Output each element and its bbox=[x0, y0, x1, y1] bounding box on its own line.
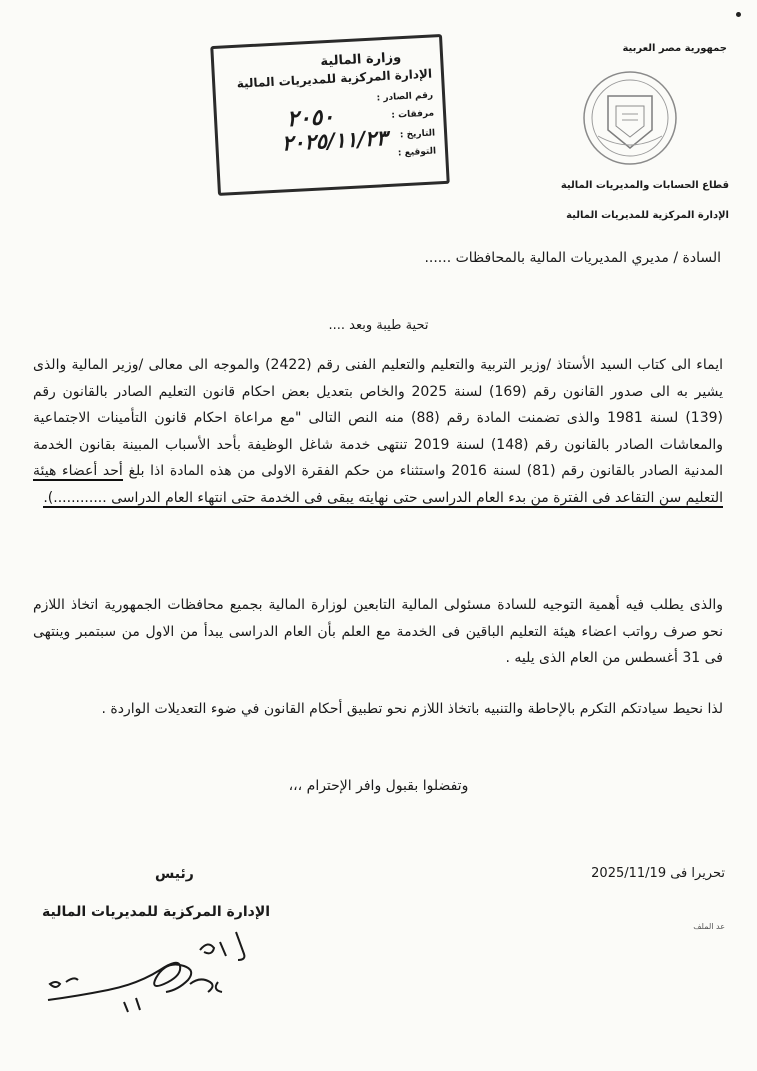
date-line: تحريرا فى 2025/11/19 bbox=[591, 866, 725, 881]
outgoing-stamp bbox=[210, 34, 448, 196]
body-paragraph-2: والذى يطلب فيه أهمية التوجيه للسادة مسئولى المالية التابعين لوزارة المالية بجميع محافظات الجمهورية اتخاذ اللازم نحو صرف رواتب اعضاء هيئة التعليم الباقين فى الخدمة مع العلم بأن العام الدراسى يبدأ من الاول من سبتمبر وينتهى فى 31 أغسطس من العام الذى يليه . bbox=[33, 597, 723, 666]
stamp-ministry: وزارة المالية bbox=[320, 50, 402, 70]
letterhead-sector: قطاع الحسابات والمديريات المالية bbox=[560, 180, 729, 191]
handwritten-signature bbox=[40, 924, 270, 1024]
stamp-date-label: التاريخ : bbox=[399, 128, 436, 141]
stamp-attachments-label: مرفقات : bbox=[391, 108, 435, 121]
body-paragraph-1 bbox=[33, 352, 723, 511]
signatory-title: رئيس bbox=[155, 866, 194, 882]
letterhead-country: جمهورية مصر العربية bbox=[622, 43, 727, 54]
body-paragraph-3: لذا نحيط سيادتكم التكرم بالإحاطة والتنبيه باتخاذ اللازم نحو تطبيق أحكام القانون في ضوء التعديلات الواردة . bbox=[101, 701, 723, 717]
emblem-icon bbox=[580, 66, 680, 170]
stamp-date-value: ٢٠٢٥/١١/٢٣ bbox=[281, 124, 388, 156]
stamp-number-label: رقم الصادر : bbox=[376, 90, 434, 104]
stamp-department: الإدارة المركزية للمديريات المالية bbox=[236, 66, 433, 91]
letterhead-department: الإدارة المركزية للمديريات المالية bbox=[566, 210, 729, 221]
stamp-signature-label: التوقيع : bbox=[397, 146, 437, 159]
paragraph-1-underlined: أحد أعضاء هيئة التعليم سن التقاعد فى الفترة من بدء العام الدراسى حتى نهايته يبقى فى الخدمة حتى انتهاء العام الدراسى ............). bbox=[33, 463, 723, 506]
stamp-number-value: ٢٠٥٠ bbox=[286, 103, 335, 133]
reference-note: عد الملف bbox=[693, 922, 725, 931]
closing-line: وتفضلوا بقبول وافر الإحترام ،،، bbox=[288, 778, 469, 794]
addressee-line: السادة / مديري المديريات المالية بالمحافظات ...... bbox=[424, 250, 721, 266]
paragraph-1-text: ايماء الى كتاب السيد الأستاذ /وزير التربية والتعليم والتعليم الفنى رقم (2422) والموجه الى معالى /وزير المالية والذى يشير به الى صدور القانون رقم (169) لسنة 2025 والخاص بتعديل بعض احكام قانون التعليم الصادر بالقانون رقم (139) لسنة 1981 والذى تضمنت المادة رقم (88) منه النص التالى "مع مراعاة احكام قانون التأمينات الاجتماعية والمعاشات الصادر بالقانون رقم (148) لسنة 2019 تنتهى خدمة شاغل الوظيفة بأحد الأسباب المبينة بقانون الخدمة المدنية الصادر بالقانون رقم (81) لسنة 2016 واستثناء من حكم الفقرة الاولى من هذه المادة اذا بلغ bbox=[33, 357, 724, 479]
corner-dot bbox=[736, 12, 741, 17]
signatory-department: الإدارة المركزية للمديريات المالية bbox=[42, 904, 271, 920]
greeting-line: تحية طيبة وبعد .... bbox=[328, 318, 429, 333]
